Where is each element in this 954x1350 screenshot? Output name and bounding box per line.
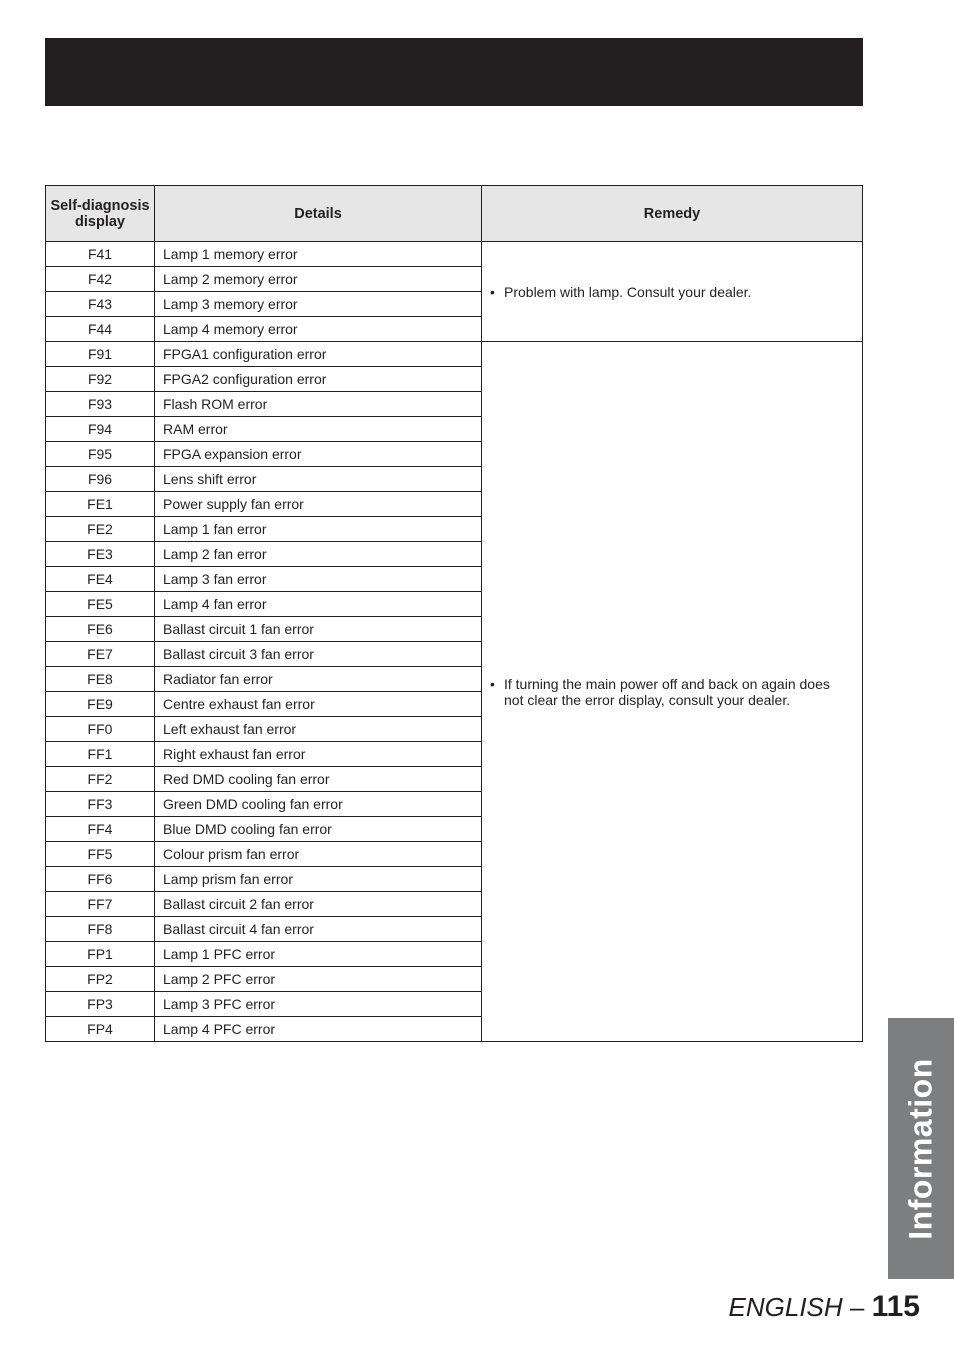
error-details-cell: Lamp 1 PFC error [155, 942, 482, 967]
remedy-cell [482, 242, 863, 342]
error-code-cell: FP4 [46, 1017, 155, 1042]
page-number: 115 [871, 1290, 920, 1323]
error-code-cell: F91 [46, 342, 155, 367]
error-code-cell: FE1 [46, 492, 155, 517]
bullet-icon: • [490, 675, 495, 692]
footer-separator: – [842, 1292, 872, 1322]
error-details-cell: Ballast circuit 3 fan error [155, 642, 482, 667]
section-tab-information [888, 1018, 954, 1279]
error-details-cell: Radiator fan error [155, 667, 482, 692]
error-code-cell: FE7 [46, 642, 155, 667]
error-details-cell: Lamp 4 fan error [155, 592, 482, 617]
page-header-bar [45, 38, 863, 106]
table-body [46, 242, 863, 1042]
error-code-cell: FF2 [46, 767, 155, 792]
error-details-cell: Colour prism fan error [155, 842, 482, 867]
error-code-cell: FF7 [46, 892, 155, 917]
error-details-cell: Lamp 2 memory error [155, 267, 482, 292]
error-details-cell: FPGA1 configuration error [155, 342, 482, 367]
error-code-cell: FF1 [46, 742, 155, 767]
error-details-cell: Ballast circuit 2 fan error [155, 892, 482, 917]
error-details-cell: Flash ROM error [155, 392, 482, 417]
error-details-cell: Lamp 3 fan error [155, 567, 482, 592]
error-code-cell: FF0 [46, 717, 155, 742]
error-details-cell: Green DMD cooling fan error [155, 792, 482, 817]
column-header-remedy: Remedy [482, 186, 863, 242]
error-details-cell: Lamp 4 PFC error [155, 1017, 482, 1042]
error-code-cell: FP1 [46, 942, 155, 967]
error-code-cell: FF4 [46, 817, 155, 842]
error-details-cell: Lamp prism fan error [155, 867, 482, 892]
table-row [46, 342, 863, 367]
error-code-cell: FP2 [46, 967, 155, 992]
error-details-cell: Lamp 2 fan error [155, 542, 482, 567]
error-details-cell: Power supply fan error [155, 492, 482, 517]
remedy-text: Problem with lamp. Consult your dealer. [504, 283, 752, 300]
error-details-cell: Lamp 1 fan error [155, 517, 482, 542]
section-tab-label: Information [902, 1057, 939, 1240]
error-code-cell: F43 [46, 292, 155, 317]
error-code-cell: FF3 [46, 792, 155, 817]
error-code-cell: FE6 [46, 617, 155, 642]
error-details-cell: FPGA expansion error [155, 442, 482, 467]
page-footer [729, 1290, 920, 1324]
error-details-cell: Lamp 2 PFC error [155, 967, 482, 992]
error-code-cell: FE9 [46, 692, 155, 717]
table-row [46, 242, 863, 267]
error-code-cell: FE3 [46, 542, 155, 567]
error-details-cell: Lens shift error [155, 467, 482, 492]
error-code-cell: F92 [46, 367, 155, 392]
error-details-cell: Centre exhaust fan error [155, 692, 482, 717]
error-code-cell: F93 [46, 392, 155, 417]
remedy-text: If turning the main power off and back on again does not clear the error display, consult your dealer. [504, 675, 830, 708]
error-details-cell: Left exhaust fan error [155, 717, 482, 742]
error-code-cell: FE2 [46, 517, 155, 542]
error-code-cell: FF5 [46, 842, 155, 867]
column-header-self-diagnosis: Self-diagnosis display [46, 186, 155, 242]
error-details-cell: Lamp 4 memory error [155, 317, 482, 342]
error-details-cell: Right exhaust fan error [155, 742, 482, 767]
error-details-cell: Ballast circuit 1 fan error [155, 617, 482, 642]
error-code-cell: F96 [46, 467, 155, 492]
footer-language: ENGLISH [728, 1292, 843, 1322]
error-details-cell: FPGA2 configuration error [155, 367, 482, 392]
error-details-cell: Lamp 3 PFC error [155, 992, 482, 1017]
error-code-cell: FF6 [46, 867, 155, 892]
error-details-cell: Lamp 3 memory error [155, 292, 482, 317]
error-code-cell: FF8 [46, 917, 155, 942]
bullet-icon: • [490, 283, 495, 300]
error-details-cell: Lamp 1 memory error [155, 242, 482, 267]
error-details-cell: RAM error [155, 417, 482, 442]
column-header-details: Details [155, 186, 482, 242]
error-code-cell: F42 [46, 267, 155, 292]
error-details-cell: Ballast circuit 4 fan error [155, 917, 482, 942]
error-code-cell: F95 [46, 442, 155, 467]
remedy-cell [482, 342, 863, 1042]
error-code-cell: FP3 [46, 992, 155, 1017]
error-code-cell: FE8 [46, 667, 155, 692]
error-code-cell: F41 [46, 242, 155, 267]
error-code-cell: FE4 [46, 567, 155, 592]
error-code-cell: FE5 [46, 592, 155, 617]
table-header-row [46, 186, 863, 242]
error-details-cell: Blue DMD cooling fan error [155, 817, 482, 842]
error-code-cell: F94 [46, 417, 155, 442]
self-diagnosis-table [45, 185, 863, 1042]
error-details-cell: Red DMD cooling fan error [155, 767, 482, 792]
error-code-cell: F44 [46, 317, 155, 342]
